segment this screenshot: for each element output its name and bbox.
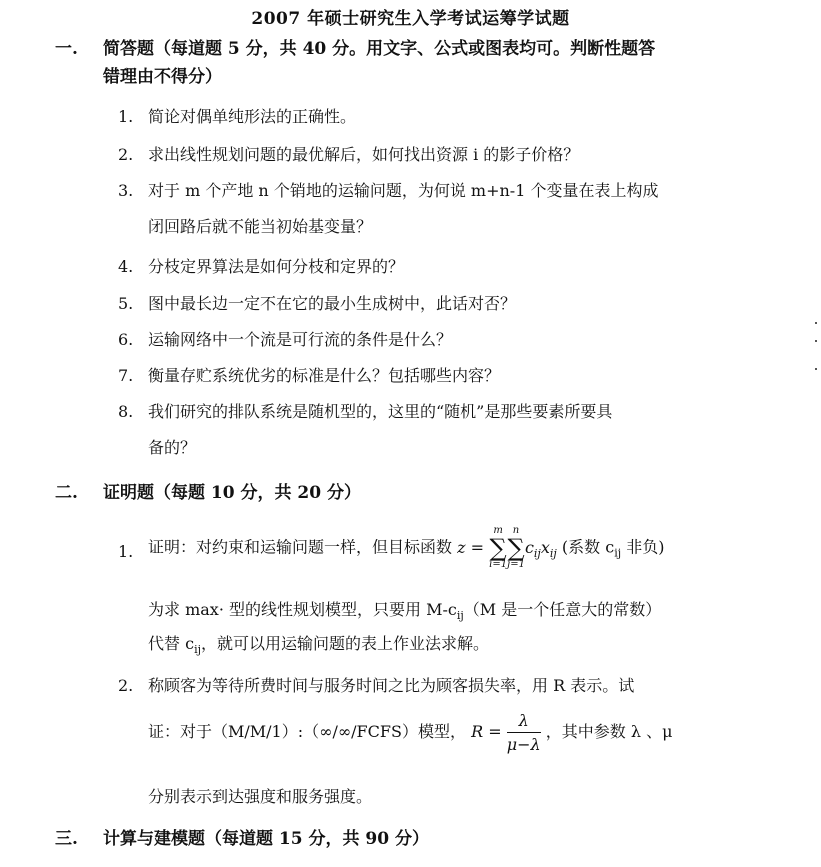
section3-heading-text: 计算与建模题（每道题 15 分，共 90 分） bbox=[103, 829, 429, 849]
question-number: 7. bbox=[118, 366, 134, 385]
question-2-2-line2: 证：对于（M/M/1）:（∞/∞/FCFS）模型， R = $\frac{\lambda}{\mu-\lambda}$ ，其中参数 λ 、μ bbox=[148, 711, 673, 754]
question-text: 图中最长边一定不在它的最小生成树中，此话对否？ bbox=[148, 294, 517, 313]
question-number: 2. bbox=[118, 676, 134, 695]
scan-speck bbox=[815, 322, 817, 324]
section1-heading-line2: 错理由不得分） bbox=[103, 67, 222, 87]
question-text: 运输网络中一个流是可行流的条件是什么？ bbox=[148, 330, 453, 349]
section1-heading-line1: 简答题（每道题 5 分，共 40 分。用文字、公式或图表均可。判断性题答 bbox=[103, 39, 656, 59]
sum-i: m ∑ i=1 bbox=[489, 525, 508, 570]
question-number: 3. bbox=[118, 181, 134, 200]
question-1-4 bbox=[118, 253, 708, 281]
question-1-2 bbox=[118, 141, 708, 169]
question-1-5 bbox=[118, 290, 708, 318]
question-text: 简论对偶单纯形法的正确性。 bbox=[148, 107, 357, 126]
question-text: 求出线性规划问题的最优解后，如何找出资源 i 的影子价格？ bbox=[148, 145, 580, 164]
question-text-cont: 备的？ bbox=[148, 438, 197, 457]
question-2-2-line3: 分别表示到达强度和服务强度。 bbox=[148, 787, 373, 806]
section2-heading bbox=[55, 478, 775, 508]
section1-number: 一. bbox=[55, 39, 78, 59]
question-2-1 bbox=[118, 526, 738, 570]
question-line1: 证明：对约束和运输问题一样，但目标函数 z = m ∑ i=1 n ∑ j=1 $c_{ij}x_{ij}$ (系数 $c_{ij}$ 非负) bbox=[148, 525, 665, 570]
question-1-1 bbox=[118, 103, 708, 131]
question-number: 1. bbox=[118, 542, 134, 561]
fraction: $\frac{\lambda}{\mu-\lambda}$ bbox=[506, 711, 541, 754]
question-line1: 称顾客为等待所费时间与服务时间之比为顾客损失率，用 R 表示。试 bbox=[148, 676, 635, 695]
section2-heading-text: 证明题（每题 10 分，共 20 分） bbox=[103, 483, 361, 503]
question-2-1-line2: 为求 max· 型的线性规划模型，只要用 $M-c_{ij}(M$ 是一个任意大的常数） bbox=[148, 600, 662, 623]
question-number: 6. bbox=[118, 330, 134, 349]
question-2-1-line3: 代替 $c_{ij}$，就可以用运输问题的表上作业法求解。 bbox=[148, 634, 490, 657]
question-text: 分枝定界算法是如何分枝和定界的？ bbox=[148, 257, 405, 276]
question-number: 8. bbox=[118, 402, 134, 421]
question-1-7 bbox=[118, 362, 708, 390]
question-1-8 bbox=[118, 398, 708, 462]
exam-title: 2007 年硕士研究生入学考试运筹学试题 bbox=[251, 9, 570, 29]
question-2-2 bbox=[118, 672, 738, 700]
objective-formula: z = m ∑ i=1 n ∑ j=1 $c_{ij}x_{ij}$ bbox=[457, 525, 557, 570]
scan-speck bbox=[815, 368, 817, 370]
scan-speck bbox=[815, 340, 817, 342]
question-text: 对于 m 个产地 n 个销地的运输问题，为何说 m+n-1 个变量在表上构成 bbox=[148, 181, 659, 200]
question-1-6 bbox=[118, 326, 708, 354]
section3-heading bbox=[55, 824, 775, 854]
question-number: 4. bbox=[118, 257, 134, 276]
loss-rate-formula: R = $\frac{\lambda}{\mu-\lambda}$ bbox=[471, 711, 541, 754]
question-number: 1. bbox=[118, 107, 134, 126]
question-number: 2. bbox=[118, 145, 134, 164]
question-text: 衡量存贮系统优劣的标准是什么？包括哪些内容？ bbox=[148, 366, 501, 385]
question-number: 5. bbox=[118, 294, 134, 313]
question-text: 我们研究的排队系统是随机型的，这里的“随机”是那些要素所要具 bbox=[148, 402, 613, 421]
question-1-3 bbox=[118, 177, 708, 241]
section3-number: 三. bbox=[55, 829, 78, 849]
section1-heading bbox=[55, 34, 775, 64]
sum-j: n ∑ j=1 bbox=[507, 525, 525, 570]
question-text-cont: 闭回路后就不能当初始基变量？ bbox=[148, 217, 373, 236]
section2-number: 二. bbox=[55, 483, 78, 503]
